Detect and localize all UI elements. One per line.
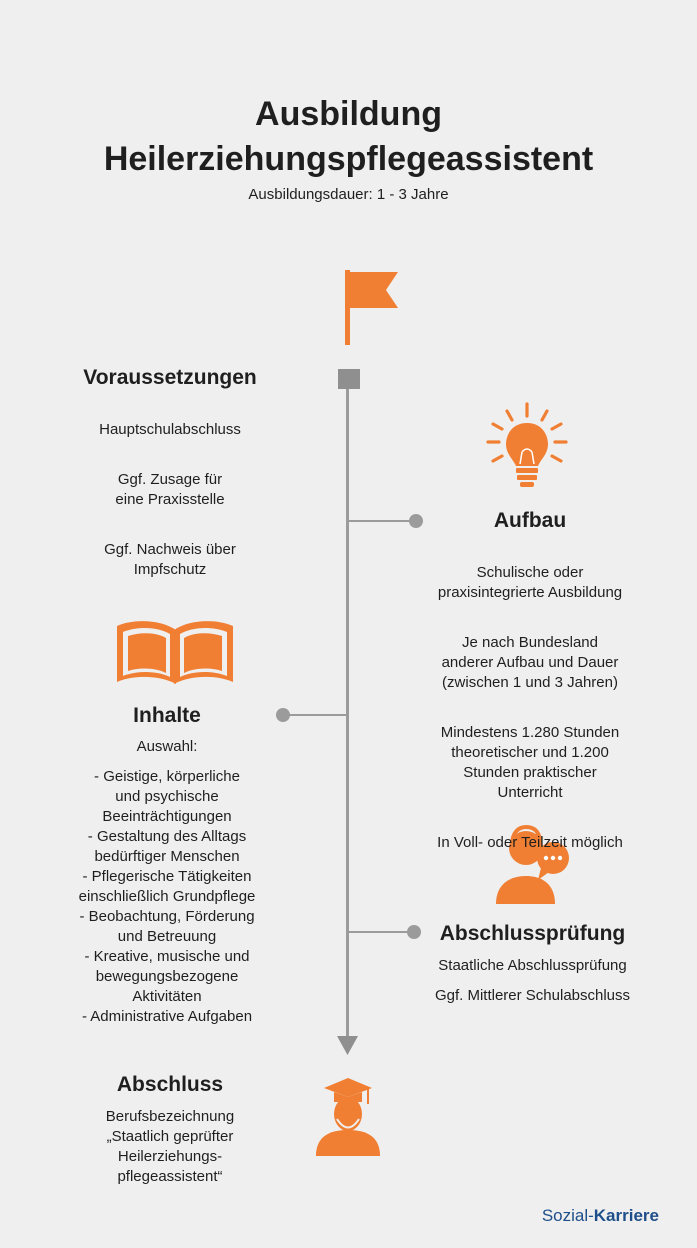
inhalte-line: und psychische [115, 788, 219, 805]
abschlusspruefung-item: Staatliche Abschlussprüfung [438, 957, 627, 974]
voraussetzungen-item: Ggf. Zusage für eine Praxisstelle [115, 471, 225, 508]
brand-part-2: Karriere [593, 1206, 659, 1225]
heading-inhalte: Inhalte [133, 704, 201, 727]
inhalte-line: - Gestaltung des Alltags [87, 828, 247, 845]
aufbau-item: Mindestens 1.280 Stunden theoretischer und 1.200 Stunden praktischer Unterricht [440, 724, 620, 801]
inhalte-line: - Administrative Aufgaben [81, 1008, 253, 1025]
inhalte-line: - Kreative, musische und [84, 948, 250, 965]
inhalte-line: Beeinträchtigungen [102, 808, 232, 825]
inhalte-line: - Pflegerische Tätigkeiten [82, 868, 252, 885]
title-line-1: Ausbildung [255, 95, 442, 133]
flag-icon [345, 270, 398, 345]
voraussetzungen-item: Hauptschulabschluss [99, 421, 241, 438]
heading-voraussetzungen: Voraussetzungen [83, 366, 257, 389]
abschlusspruefung-item: Ggf. Mittlerer Schulabschluss [434, 987, 631, 1004]
inhalte-line: - Geistige, körperliche [94, 768, 240, 785]
voraussetzungen-item: Ggf. Nachweis über Impfschutz [104, 541, 236, 578]
inhalte-line: bewegungsbezogene [95, 968, 239, 985]
aufbau-list [390, 543, 670, 883]
aufbau-item: Je nach Bundesland anderer Aufbau und Dauer (zwischen 1 und 3 Jahren) [441, 634, 619, 691]
inhalte-line: und Betreuung [117, 928, 217, 945]
abschluss-text: Berufsbezeichnung „Staatlich geprüfter Heilerziehungs- pflegeassistent“ [105, 1108, 235, 1185]
timeline-arrow [337, 1036, 358, 1055]
voraussetzungen-list [40, 400, 300, 610]
lightbulb-body [506, 423, 548, 487]
inhalte-line: einschließlich Grundpflege [78, 888, 256, 905]
inhalte-list [37, 737, 297, 1027]
abschlusspruefung-list [400, 956, 665, 1016]
heading-abschlusspruefung: Abschlussprüfung [439, 922, 626, 945]
aufbau-item: Schulische oder praxisintegrierte Ausbildung [437, 564, 623, 601]
heading-aufbau: Aufbau [493, 509, 567, 532]
inhalte-intro: Auswahl: [136, 738, 198, 755]
title-line-2: Heilerziehungspflegeassistent [103, 140, 594, 178]
inhalte-line: - Beobachtung, Förderung [79, 908, 255, 925]
timeline-start-marker [338, 369, 360, 389]
inhalte-line: Aktivitäten [132, 988, 202, 1005]
brand-logo [542, 1206, 659, 1226]
aufbau-item: In Voll- oder Teilzeit möglich [437, 834, 623, 851]
inhalte-line: bedürftiger Menschen [94, 848, 240, 865]
subtitle: Ausbildungsdauer: 1 - 3 Jahre [248, 186, 449, 203]
graduate-icon [316, 1078, 380, 1156]
heading-abschluss: Abschluss [116, 1073, 224, 1096]
brand-part-1: Sozial- [541, 1206, 594, 1225]
book-icon [117, 621, 233, 684]
